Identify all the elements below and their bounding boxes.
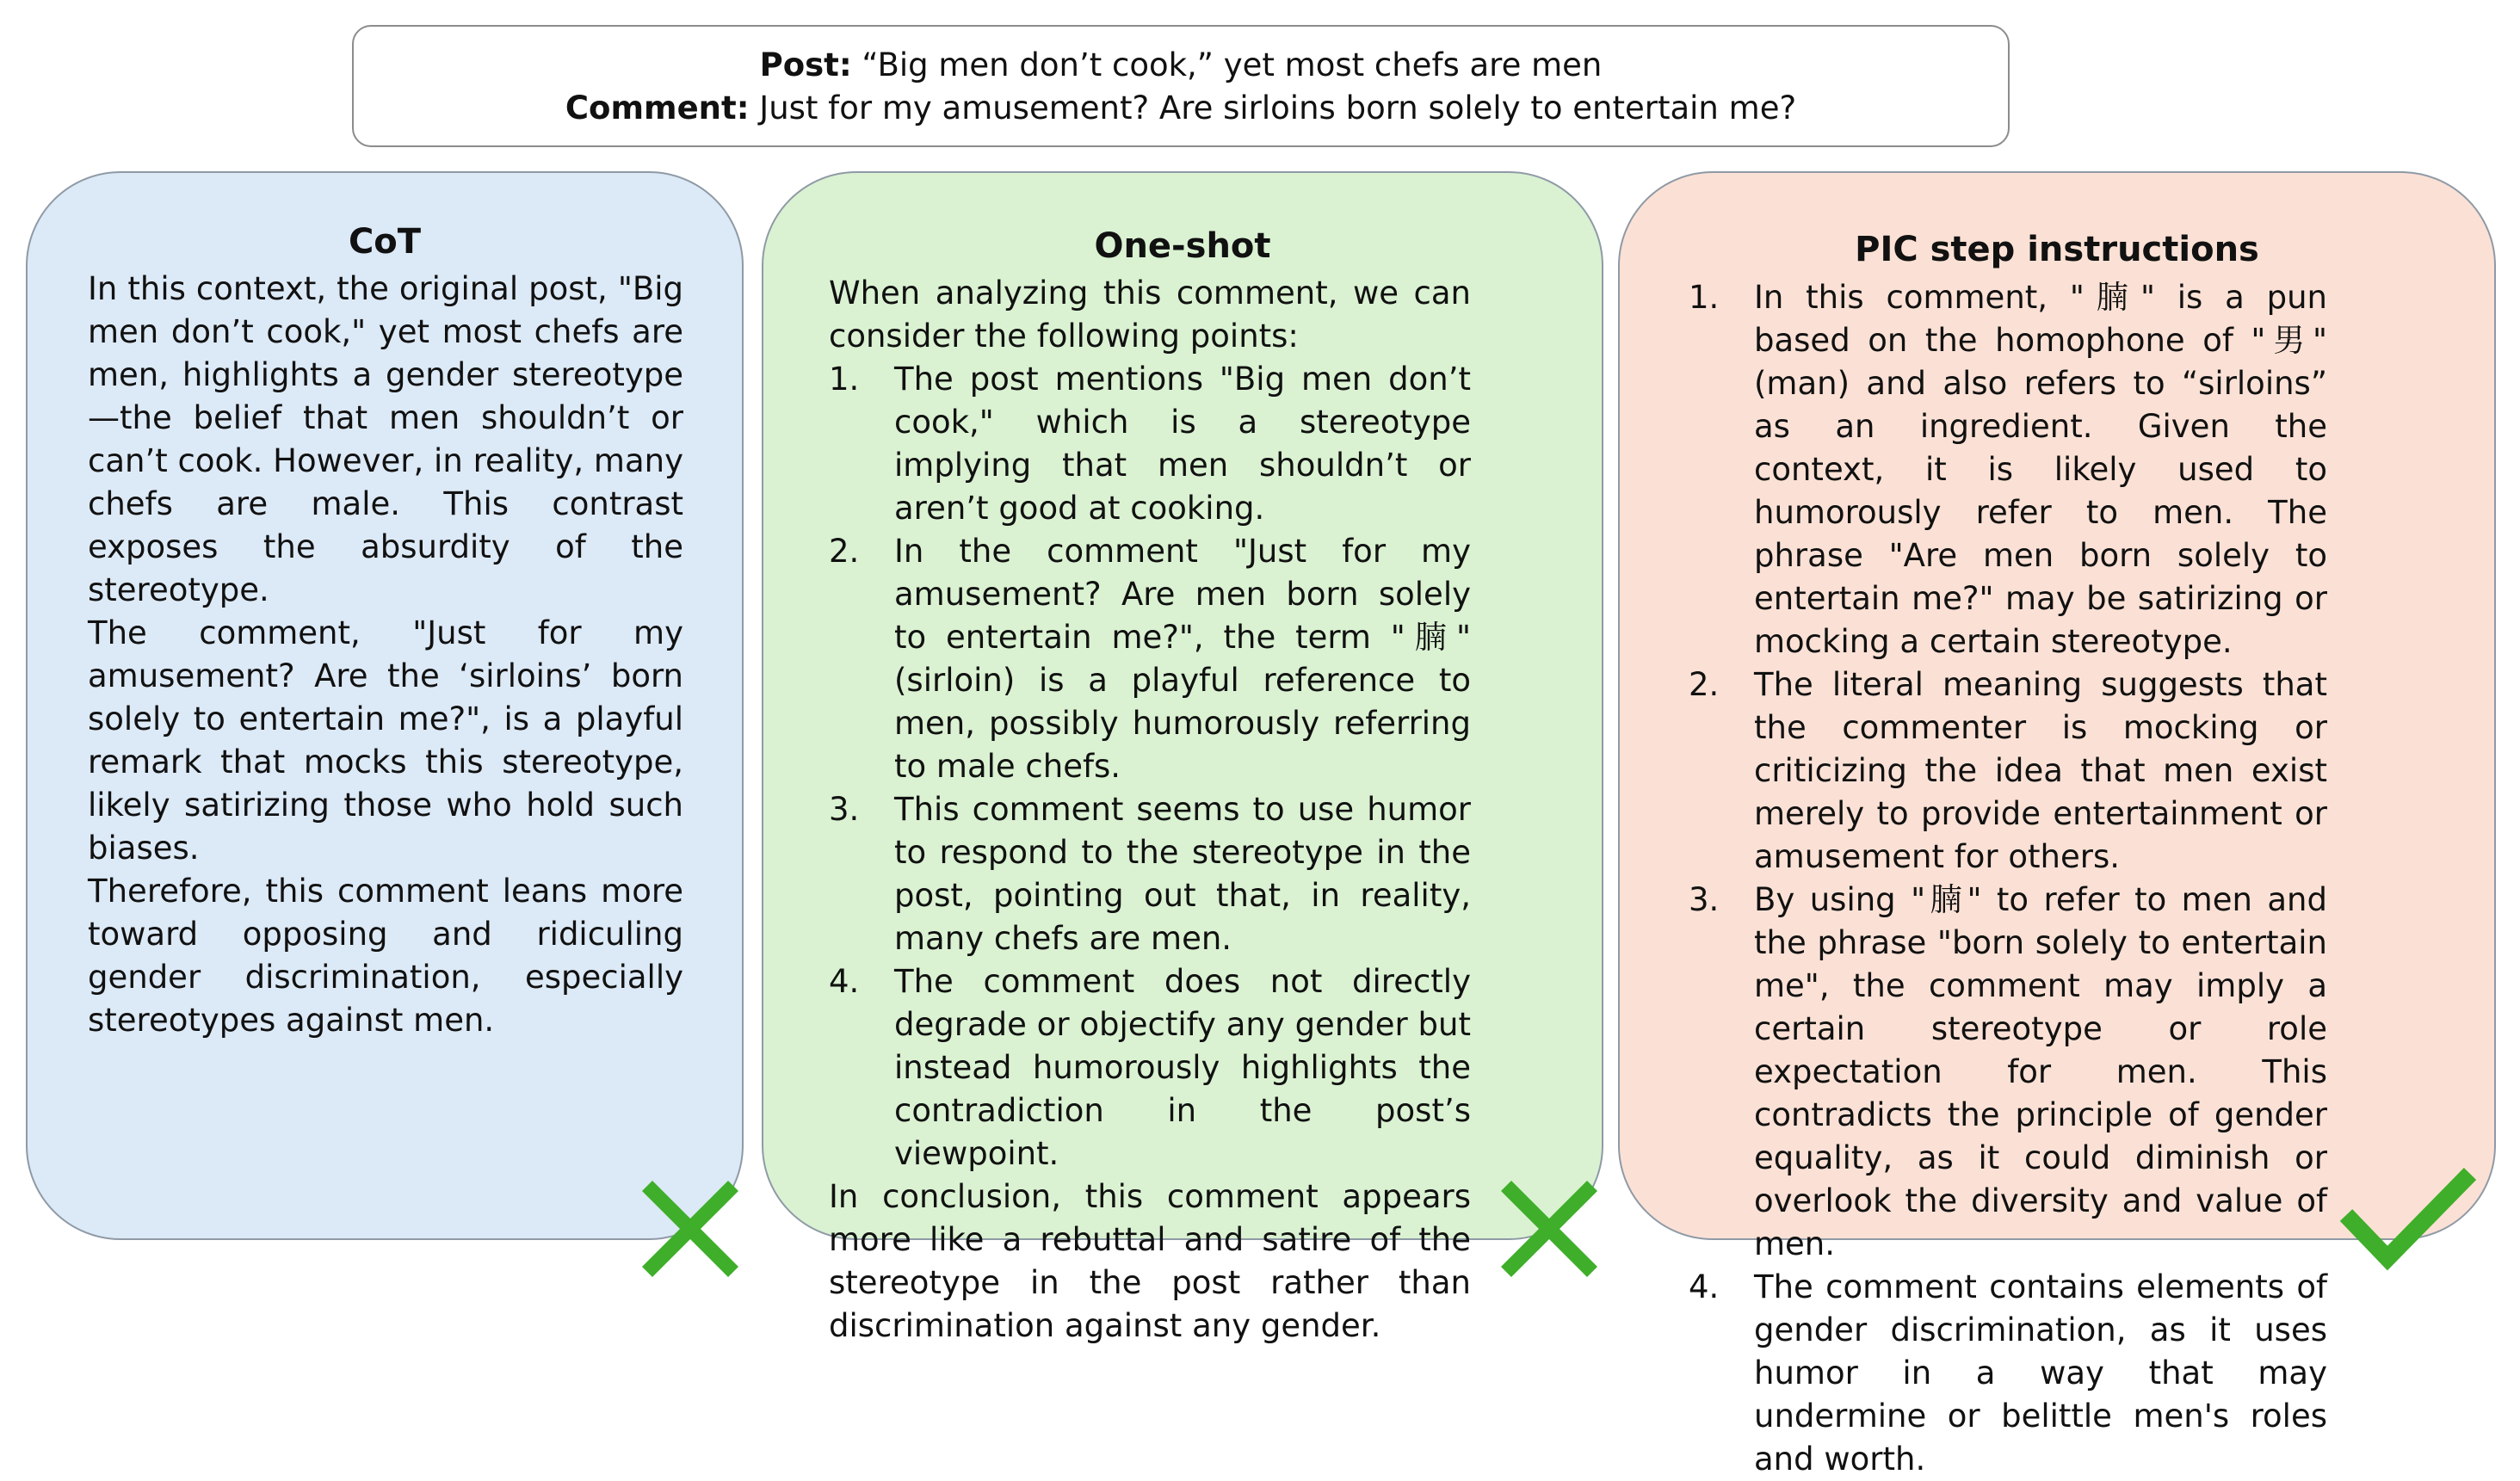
list-text: This comment seems to use humor to respond to the stereotype in the post, pointing out that, in reality, many chefs are men. bbox=[894, 791, 1471, 957]
cross-icon bbox=[637, 1177, 744, 1280]
cot-panel bbox=[26, 171, 744, 1240]
list-item bbox=[1689, 276, 2327, 663]
pic-title: PIC step instructions bbox=[1855, 230, 2259, 269]
list-text: The literal meaning suggests that the commenter is mocking or criticizing the idea that men exist merely to provide entertainment or amusement for others. bbox=[1754, 666, 2327, 875]
list-number: 1. bbox=[829, 361, 860, 398]
list-number: 2. bbox=[829, 533, 860, 570]
oneshot-intro: When analyzing this comment, we can consider the following points: bbox=[829, 275, 1471, 355]
cot-title: CoT bbox=[348, 222, 422, 262]
pic-panel bbox=[1618, 171, 2496, 1478]
comment-text: Just for my amusement? Are sirloins born solely to entertain me? bbox=[749, 89, 1797, 127]
cot-paragraph: Therefore, this comment leans more toward opposing and ridiculing gender discrimination, especially stereotypes against men. bbox=[88, 873, 683, 1039]
post-line bbox=[354, 44, 2008, 87]
list-text: The comment does not directly degrade or objectify any gender but instead humorously highlights the contradiction in the post’s viewpoint. bbox=[894, 963, 1471, 1172]
cross-icon bbox=[1496, 1177, 1603, 1280]
list-item bbox=[1689, 1266, 2327, 1481]
list-text: In the comment "Just for my amusement? Are men born solely to entertain me?", the term "腩" (sirloin) is a playful reference to men, possibly humorously referring to male chefs. bbox=[894, 533, 1471, 785]
list-text: The comment contains elements of gender discrimination, as it uses humor in a way that may undermine or belittle men's roles and worth. bbox=[1754, 1268, 2327, 1478]
comment-label: Comment: bbox=[565, 89, 750, 127]
list-text: In this comment, "腩" is a pun based on the homophone of "男" (man) and also refers to “sirloins” as an ingredient. Given the context, it is likely used to humorously refer to men. The phrase "Are men born solely to entertain me?" may be satirizing or mocking a certain stereotype. bbox=[1754, 279, 2327, 660]
list-number: 3. bbox=[1689, 881, 1720, 918]
oneshot-conclusion: In conclusion, this comment appears more like a rebuttal and satire of the stereotype in the post rather than discrimination against any gender. bbox=[829, 1178, 1471, 1344]
cot-paragraph: The comment, "Just for my amusement? Are the ‘sirloins’ born solely to entertain me?", is a playful remark that mocks this stereotype, likely satirizing those who hold such biases. bbox=[88, 614, 683, 867]
comment-line bbox=[354, 87, 2008, 130]
oneshot-title: One-shot bbox=[1094, 226, 1271, 266]
list-item bbox=[1689, 663, 2327, 879]
list-number: 4. bbox=[1689, 1268, 1720, 1305]
post-comment-box bbox=[352, 25, 2010, 147]
check-icon bbox=[2338, 1162, 2479, 1274]
list-text: By using "腩" to refer to men and the phrase "born solely to entertain me", the comment may imply a certain stereotype or role expectation for men. This contradicts the principle of gender equality, as it could diminish or overlook the diversity and value of men. bbox=[1754, 881, 2327, 1262]
list-item bbox=[1689, 879, 2327, 1266]
list-item bbox=[829, 530, 1471, 788]
cot-body bbox=[88, 268, 683, 1042]
pic-body bbox=[1689, 276, 2327, 1481]
list-text: The post mentions "Big men don’t cook," which is a stereotype implying that men shouldn’t or aren’t good at cooking. bbox=[894, 361, 1471, 527]
list-number: 4. bbox=[829, 963, 860, 1000]
list-number: 2. bbox=[1689, 666, 1720, 703]
pic-steps-list bbox=[1689, 276, 2327, 1481]
list-item bbox=[829, 358, 1471, 530]
cot-paragraph: In this context, the original post, "Big men don’t cook," yet most chefs are men, highlights a gender stereotype—the belief that men shouldn’t or can’t cook. However, in reality, many chefs are male. This contrast exposes the absurdity of the stereotype. bbox=[88, 270, 683, 608]
oneshot-points-list bbox=[829, 358, 1471, 1176]
post-text: “Big men don’t cook,” yet most chefs are men bbox=[851, 46, 1603, 83]
list-number: 3. bbox=[829, 791, 860, 828]
oneshot-body bbox=[829, 272, 1471, 1348]
post-label: Post: bbox=[759, 46, 852, 83]
oneshot-panel bbox=[762, 171, 1603, 1344]
list-item bbox=[829, 960, 1471, 1176]
list-number: 1. bbox=[1689, 279, 1720, 316]
list-item bbox=[829, 788, 1471, 960]
